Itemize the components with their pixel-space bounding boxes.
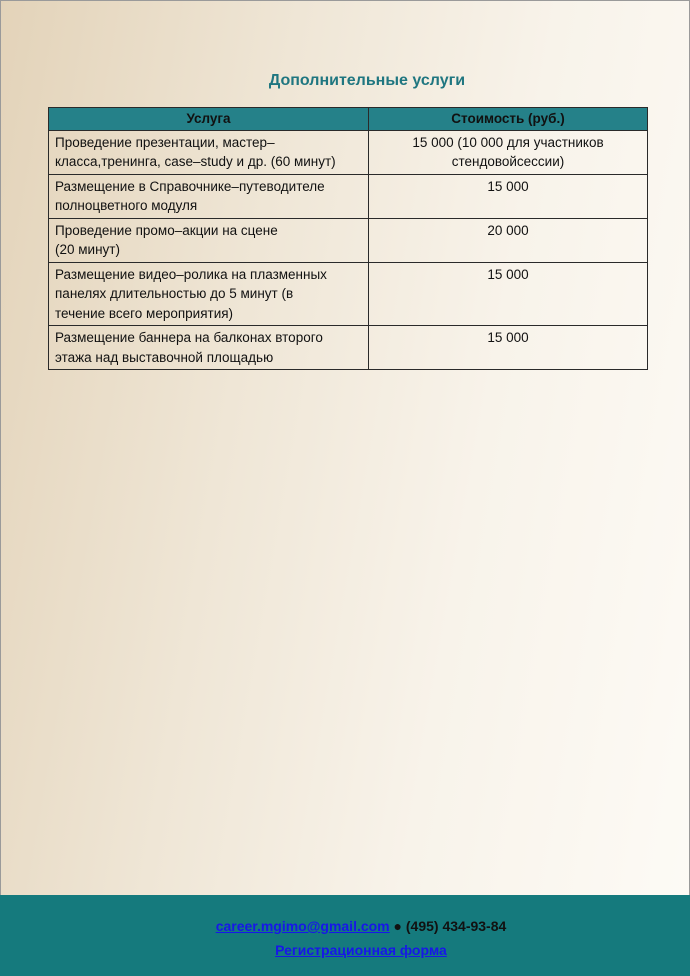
table-row (49, 130, 648, 174)
bullet-separator: ● (393, 918, 402, 934)
header-price: Стоимость (руб.) (369, 108, 648, 131)
service-line: Размещение видео–ролика на плазменных (55, 266, 327, 282)
service-line: течение всего мероприятия) (55, 305, 234, 321)
price-cell (369, 218, 648, 262)
service-line: (20 минут) (55, 242, 120, 257)
table-row (49, 174, 648, 218)
table-row (49, 326, 648, 370)
price-line: 15 000 (487, 266, 529, 282)
registration-form-link[interactable]: Регистрационная форма (275, 942, 447, 958)
services-table (48, 107, 648, 370)
registration-line (0, 942, 690, 958)
service-cell (49, 262, 369, 326)
service-cell (49, 326, 369, 370)
header-service: Услуга (49, 108, 369, 131)
email-link[interactable]: career.mgimo@gmail.com (215, 918, 390, 934)
phone-number: (495) 434-93-84 (405, 918, 507, 934)
contact-line (0, 918, 690, 934)
price-cell (369, 130, 648, 174)
service-line: этажа над выставочной площадью (55, 349, 274, 365)
table-row (49, 262, 648, 326)
table-header-row (49, 108, 648, 131)
service-line: панелях длительностью до 5 минут (в (55, 286, 294, 301)
service-cell (49, 130, 369, 174)
service-line: Размещение в Справочнике–путеводителе (55, 178, 325, 194)
price-cell (369, 262, 648, 326)
table-row (49, 218, 648, 262)
service-line: Размещение баннера на балконах второго (55, 330, 323, 345)
service-line: полноцветного модуля (55, 198, 198, 213)
price-line: 20 000 (487, 222, 529, 238)
price-line: 15 000 (10 000 для участников (412, 134, 604, 150)
price-cell (369, 326, 648, 370)
price-cell (369, 174, 648, 218)
price-line: стендовойсессии) (451, 154, 565, 169)
service-line: класса,тренинга, case–study и др. (60 минут) (55, 154, 336, 169)
price-line: 15 000 (487, 330, 529, 345)
service-line: Проведение промо–акции на сцене (55, 222, 278, 238)
service-cell (49, 218, 369, 262)
page-title: Дополнительные услуги (268, 72, 466, 89)
service-cell (49, 174, 369, 218)
service-line: Проведение презентации, мастер– (55, 134, 275, 150)
price-line: 15 000 (487, 178, 529, 194)
footer-bar (0, 895, 690, 976)
